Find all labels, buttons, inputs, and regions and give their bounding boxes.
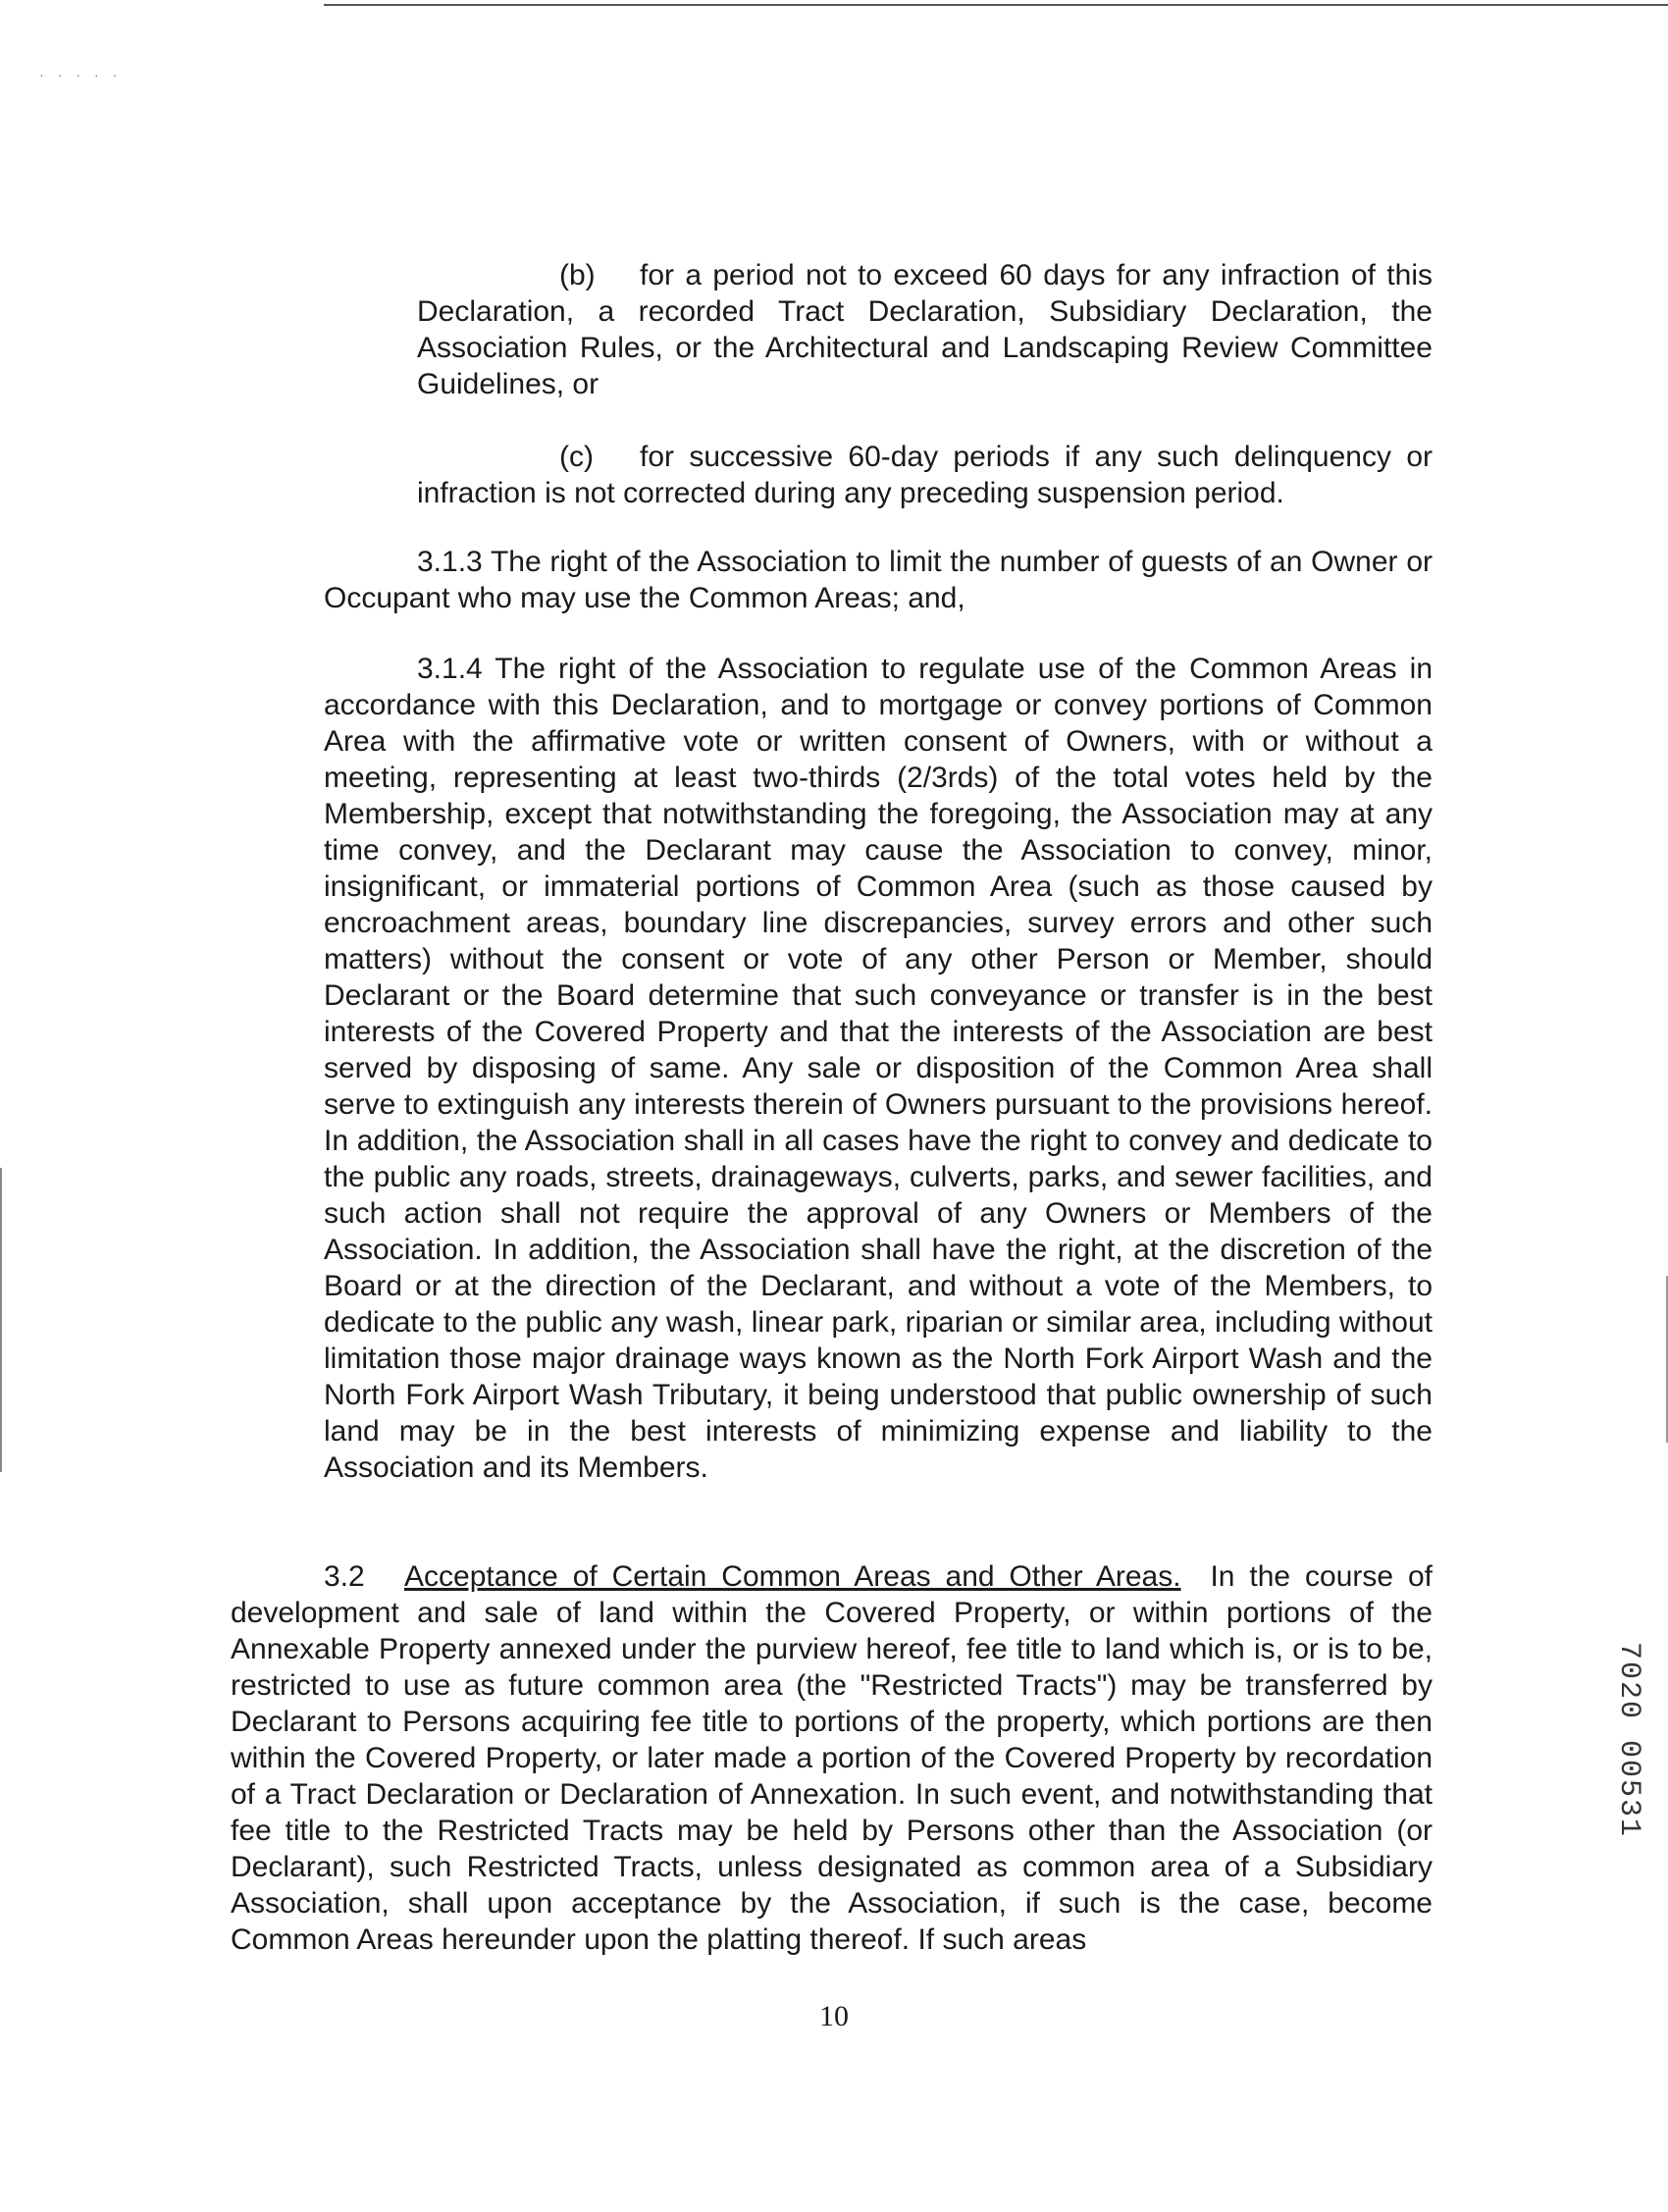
top-border-line	[324, 4, 1668, 6]
paragraph-c	[417, 439, 1433, 511]
paragraph-b	[417, 257, 1433, 402]
scan-artifact-specks: ·····	[39, 67, 131, 82]
section-3-1-4: 3.1.4 The right of the Association to regulate use of the Common Areas in accordance with this Declaration, and to mortgage or convey portions of Common Area with the affirmative vote or written consent of Owners, with or without a meeting, representing at least two-thirds (2/3rds) of the total votes held by the Membership, except that notwithstanding the foregoing, the Association may at any time convey, and the Declarant may cause the Association to convey, minor, insignificant, or immaterial portions of Common Area (such as those caused by encroachment areas, boundary line discrepancies, survey errors and other such matters) without the consent or vote of any other Person or Member, should Declarant or the Board determine that such conveyance or transfer is in the best interests of the Covered Property and that the interests of the Association are best served by disposing of same. Any sale or disposition of the Common Area shall serve to extinguish any interests therein of Owners pursuant to the provisions hereof. In addition, the Association shall in all cases have the right to convey and dedicate to the public any roads, streets, drainageways, culverts, parks, and sewer facilities, and such action shall not require the approval of any Owners or Members of the Association. In addition, the Association shall have the right, at the discretion of the Board or at the direction of the Declarant, and without a vote of the Members, to dedicate to the public any wash, linear park, riparian or similar area, including without limitation those major drainage ways known as the North Fork Airport Wash and the North Fork Airport Wash Tributary, it being understood that public ownership of such land may be in the best interests of minimizing expense and liability to the Association and its Members.	[324, 653, 1433, 1484]
section-3-2	[231, 1558, 1433, 1958]
page-number: 10	[819, 2000, 849, 2032]
section-3-2-heading: Acceptance of Certain Common Areas and Other Areas.	[404, 1560, 1181, 1593]
section-3-1-3: 3.1.3 The right of the Association to limit the number of guests of an Owner or Occupant who may use the Common Areas; and,	[324, 546, 1433, 614]
paragraph-b-text: for a period not to exceed 60 days for any infraction of this Declaration, a recorded Tract Declaration, Subsidiary Declaration, the Association Rules, or the Architectural and Landscaping Review Committee Guidelines, or	[417, 259, 1433, 400]
paragraph-c-label: (c)	[559, 441, 594, 473]
recording-stamp	[1609, 1588, 1648, 1892]
paragraph-c-text: for successive 60-day periods if any such delinquency or infraction is not corrected during any preceding suspension period.	[417, 441, 1433, 509]
section-3-2-text: In the course of development and sale of land within the Covered Property, or within portions of the Annexable Property annexed under the purview hereof, fee title to land which is, or is to be, restricted to use as future common area (the "Restricted Tracts") may be transferred by Declarant to Persons acquiring fee title to portions of the property, which portions are then within the Covered Property, or later made a portion of the Covered Property by recordation of a Tract Declaration or Declaration of Annexation. In such event, and notwithstanding that fee title to the Restricted Tracts may be held by Persons other than the Association (or Declarant), such Restricted Tracts, unless designated as common area of a Subsidiary Association, shall upon acceptance by the Association, if such is the case, become Common Areas hereunder upon the platting thereof. If such areas	[231, 1560, 1433, 1956]
left-scan-edge	[0, 1168, 2, 1472]
paragraph-b-label: (b)	[559, 259, 596, 291]
recording-stamp-text: 7020 00531	[1612, 1641, 1645, 1839]
section-3-2-number: 3.2	[324, 1560, 365, 1593]
